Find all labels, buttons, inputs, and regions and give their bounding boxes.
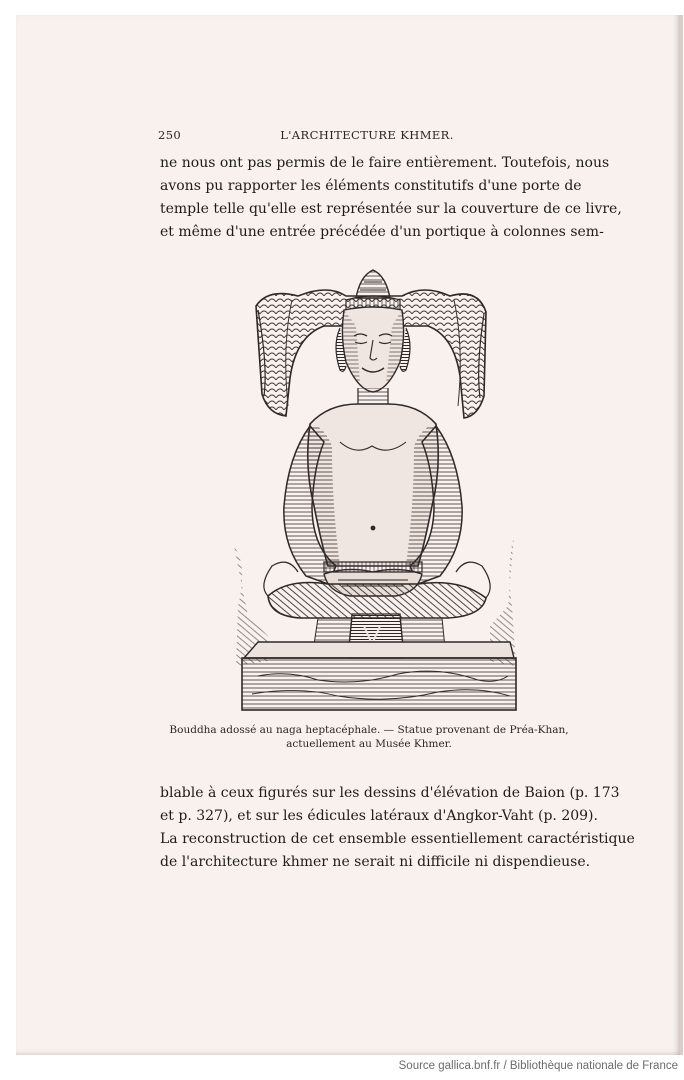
text-line: avons pu rapporter les éléments constitutifs d'une porte de: [160, 178, 582, 194]
base-front: [242, 658, 516, 710]
text-line: La reconstruction de cet ensemble essentiellement caractéristique: [160, 831, 635, 847]
source-attribution[interactable]: Source gallica.bnf.fr / Bibliothèque nationale de France: [398, 1060, 678, 1072]
crown: [356, 270, 390, 298]
caption-line: Bouddha adossé au naga heptacéphale. — Statue provenant de Préa-Khan,: [169, 724, 569, 736]
page-header: [158, 128, 576, 144]
paragraph-bottom: [160, 782, 635, 874]
page-number: 250: [158, 128, 182, 142]
text-line: et p. 327), et sur les édicules latéraux d'Angkor-Vaht (p. 209).: [160, 808, 598, 824]
text-line: blable à ceux figurés sur les dessins d'élévation de Baion (p. 173: [160, 785, 620, 801]
base-slab: [244, 642, 514, 658]
text-line: ne nous ont pas permis de le faire entièrement. Toutefois, nous: [160, 155, 610, 171]
text-line: de l'architecture khmer ne serait ni difficile ni dispendieuse.: [160, 854, 591, 870]
text-line: et même d'une entrée précédée d'un portique à colonnes sem-: [160, 224, 604, 240]
source-attribution-bar: [0, 1056, 684, 1080]
paragraph-top: [160, 152, 622, 244]
running-title: L'ARCHITECTURE KHMER.: [280, 128, 454, 142]
text-line: temple telle qu'elle est représentée sur la couverture de ce livre,: [160, 201, 622, 217]
figure-caption: [160, 723, 578, 751]
legs: [268, 583, 486, 619]
caption-line: actuellement au Musée Khmer.: [286, 738, 452, 750]
buddha-engraving: [228, 266, 520, 714]
